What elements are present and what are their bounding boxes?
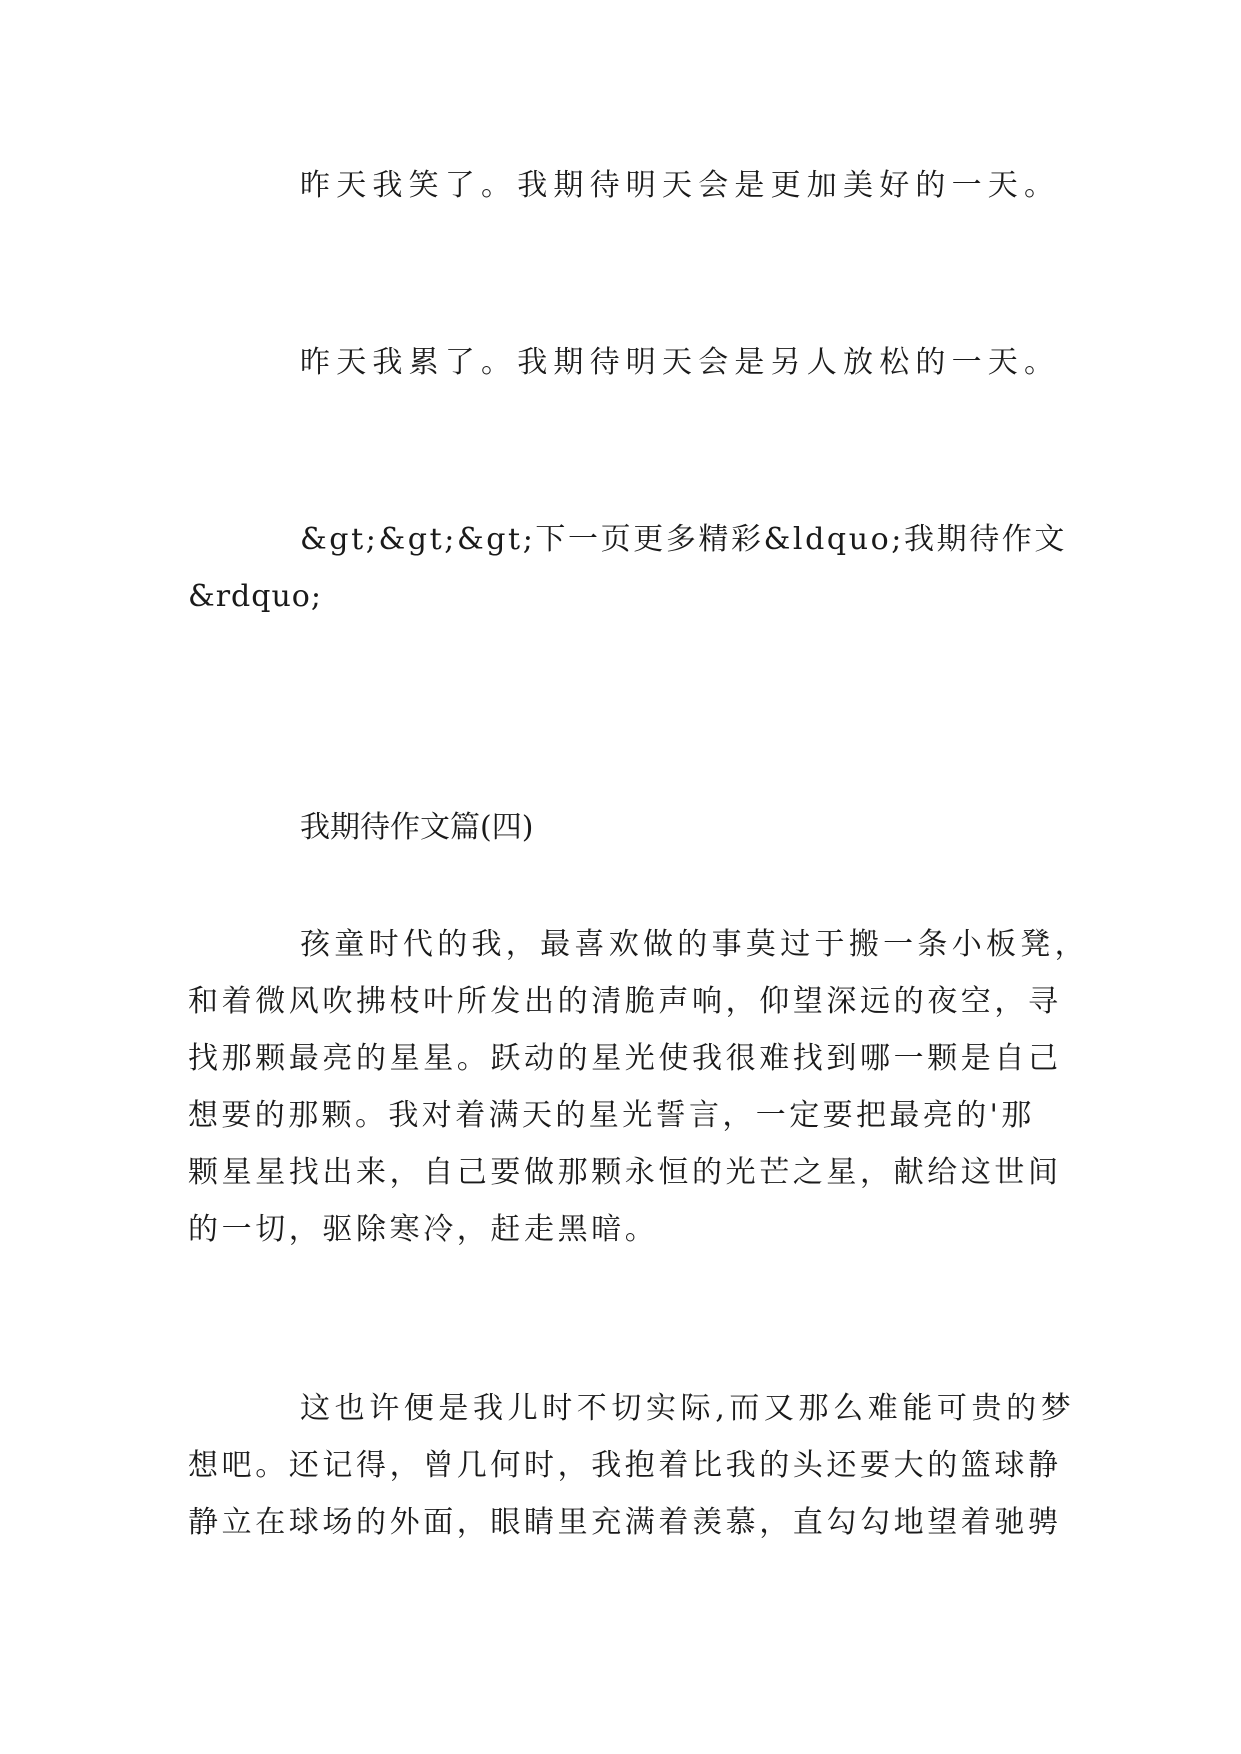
paragraph-line: 昨天我累了。我期待明天会是另人放松的一天。 — [300, 345, 1061, 380]
paragraph-line: 的一切，驱除寒冷，赶走黑暗。 — [188, 1212, 659, 1247]
paragraph-line: &gt;&gt;&gt;下一页更多精彩&ldquo;我期待作文 — [300, 522, 1068, 557]
paragraph-line: 昨天我笑了。我期待明天会是更加美好的一天。 — [300, 168, 1061, 203]
paragraph-line: 孩童时代的我，最喜欢做的事莫过于搬一条小板凳， — [300, 927, 1089, 962]
paragraph-line: 静立在球场的外面，眼睛里充满着羡慕，直勾勾地望着驰骋 — [188, 1505, 1062, 1540]
paragraph-line: 想吧。还记得，曾几何时，我抱着比我的头还要大的篮球静 — [188, 1448, 1062, 1483]
paragraph-line: &rdquo; — [188, 579, 322, 614]
paragraph-line: 颗星星找出来，自己要做那颗永恒的光芒之星，献给这世间 — [188, 1155, 1062, 1190]
paragraph-line: 想要的那颗。我对着满天的星光誓言，一定要把最亮的'那 — [188, 1098, 1035, 1133]
section-heading: 我期待作文篇(四) — [300, 810, 534, 845]
paragraph-line: 这也许便是我儿时不切实际,而又那么难能可贵的梦 — [300, 1391, 1076, 1426]
paragraph-line: 找那颗最亮的星星。跃动的星光使我很难找到哪一颗是自己 — [188, 1041, 1062, 1076]
paragraph-line: 和着微风吹拂枝叶所发出的清脆声响，仰望深远的夜空，寻 — [188, 984, 1062, 1019]
